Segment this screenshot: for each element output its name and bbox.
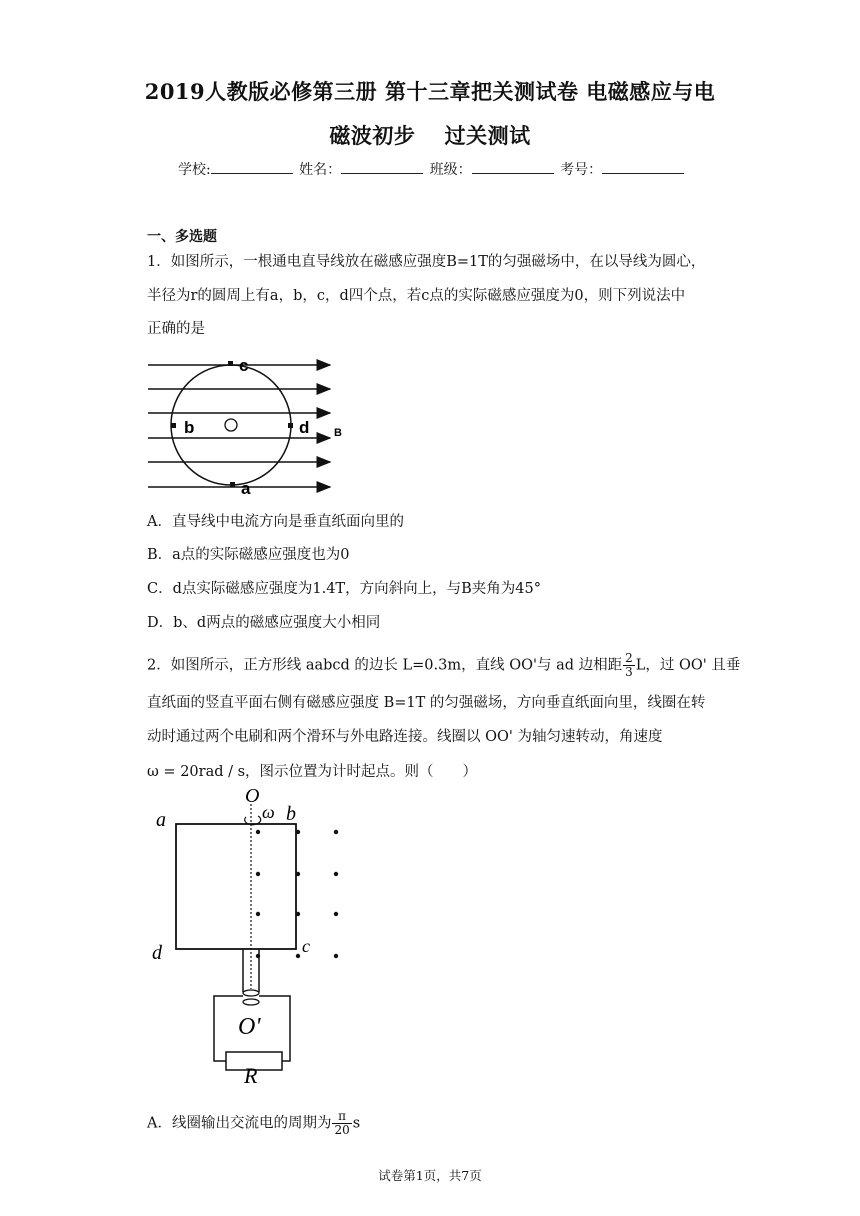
q2-option-a-prefix: A．线圈输出交流电的周期为 [147,1115,332,1132]
q1-option-c: C．d点实际磁感应强度为1.4T，方向斜向上，与B夹角为45° [147,581,541,597]
q1-option-a: A．直导线中电流方向是垂直纸面向里的 [147,514,404,530]
q1-figure [146,354,356,499]
section-title: 一、多选题 [147,229,217,245]
student-info-row [178,158,686,179]
q2-label-O-prime: O' [238,1014,261,1040]
q2-label-d: d [152,942,162,964]
q2-option-a-unit: s [352,1115,361,1132]
q2-option-a-num: π [332,1110,351,1124]
q1-label-a: a [241,479,251,498]
q2-frac-num: 2 [625,651,633,665]
page-footer: 试卷第1页，共7页 [378,1168,482,1183]
q2-label-R: R [244,1063,258,1088]
q1-line-3: 正确的是 [147,321,205,337]
q2-option-a-den: 20 [334,1123,350,1137]
name-label: 姓名： [299,162,342,178]
q2-label-a: a [156,809,166,831]
q2-line-2: 直纸面的竖直平面右侧有磁感应强度 B=1T 的匀强磁场，方向垂直纸面向里，线圈在转 [147,695,706,711]
school-label: 学校: [178,162,211,178]
q2-option-a-fraction [332,1110,351,1137]
q2-figure [146,784,356,1088]
class-field[interactable] [472,158,554,174]
q1-label-B: B [334,427,342,439]
q1-option-d: D．b、d两点的磁感应强度大小相同 [147,615,381,631]
q2-frac-den: 3 [625,665,633,679]
q2-label-omega: ω [262,802,275,822]
q1-label-b: b [184,418,195,437]
q2-line-3: 动时通过两个电刷和两个滑环与外电路连接。线圈以 OO' 为轴匀速转动，角速度 [147,729,663,745]
class-label: 班级： [429,162,472,178]
title-line-1: 2019人教版必修第三册 第十三章把关测试卷 电磁感应与电 [144,79,716,104]
q2-option-a [147,1110,360,1137]
q2-line-4: ω = 20rad / s，图示位置为计时起点。则（ ） [147,764,478,780]
q1-line-1: 1．如图所示，一根通电直导线放在磁感应强度B=1T的匀强磁场中，在以导线为圆心， [147,254,706,270]
exam-no-field[interactable] [602,158,684,174]
q1-line-2: 半径为r的圆周上有a，b，c，d四个点，若c点的实际磁感应强度为0，则下列说法中 [147,288,686,304]
q2-label-O: O [245,785,260,807]
q2-line-1a: 2．如图所示，正方形线 aabcd 的边长 L=0.3m，直线 OO'与 ad 边相距 [147,657,623,674]
school-field[interactable] [211,158,293,174]
q1-label-d: d [299,418,310,437]
q1-label-c: c [239,356,249,375]
q1-option-b: B．a点的实际磁感应强度也为0 [147,547,350,563]
exam-no-label: 考号： [560,162,603,178]
q2-label-c: c [302,936,310,956]
q2-line-1b: L，过 OO' 且垂 [635,657,741,674]
q2-line-1 [147,652,740,679]
q2-label-b: b [286,803,296,825]
q2-fraction [623,652,635,679]
title-line-2: 磁波初步 过关测试 [329,123,531,148]
name-field[interactable] [341,158,423,174]
